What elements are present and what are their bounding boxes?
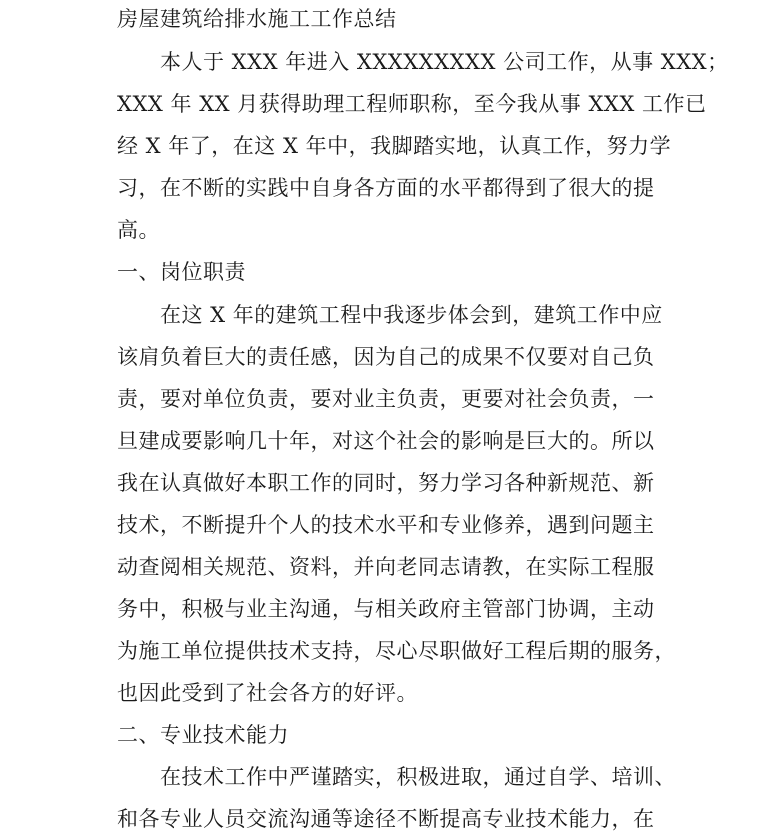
section1-line: 该肩负着巨大的责任感，因为自己的成果不仅要对自己负	[117, 345, 655, 369]
section1-line: 责，要对单位负责，要对业主负责，更要对社会负责，一	[117, 387, 655, 411]
intro-line: 习，在不断的实践中自身各方面的水平都得到了很大的提	[117, 176, 655, 200]
section-heading-duties: 一、岗位职责	[117, 260, 246, 284]
section1-line: 务中，积极与业主沟通，与相关政府主管部门协调，主动	[117, 597, 655, 621]
intro-line: 本人于 XXX 年进入 XXXXXXXXX 公司工作，从事 XXX；	[160, 50, 729, 74]
section1-line: 动查阅相关规范、资料，并向老同志请教，在实际工程服	[117, 555, 655, 579]
section1-line: 我在认真做好本职工作的同时，努力学习各种新规范、新	[117, 471, 655, 495]
section1-line: 为施工单位提供技术支持，尽心尽职做好工程后期的服务，	[117, 639, 676, 663]
intro-line: 高。	[117, 218, 160, 242]
document-title: 房屋建筑给排水施工工作总结	[117, 7, 397, 31]
section1-line: 旦建成要影响几十年，对这个社会的影响是巨大的。所以	[117, 429, 655, 453]
section1-line: 也因此受到了社会各方的好评。	[117, 681, 418, 705]
section-heading-skills: 二、专业技术能力	[117, 723, 289, 747]
intro-line: XXX 年 XX 月获得助理工程师职称，至今我从事 XXX 工作已	[117, 92, 707, 116]
section2-line: 和各专业人员交流沟通等途径不断提高专业技术能力，在	[117, 807, 655, 831]
section2-line: 在技术工作中严谨踏实，积极进取，通过自学、培训、	[160, 765, 676, 789]
section1-line: 技术，不断提升个人的技术水平和专业修养，遇到问题主	[117, 513, 655, 537]
section1-line: 在这 X 年的建筑工程中我逐步体会到，建筑工作中应	[160, 303, 663, 327]
intro-line: 经 X 年了，在这 X 年中，我脚踏实地，认真工作，努力学	[117, 134, 672, 158]
